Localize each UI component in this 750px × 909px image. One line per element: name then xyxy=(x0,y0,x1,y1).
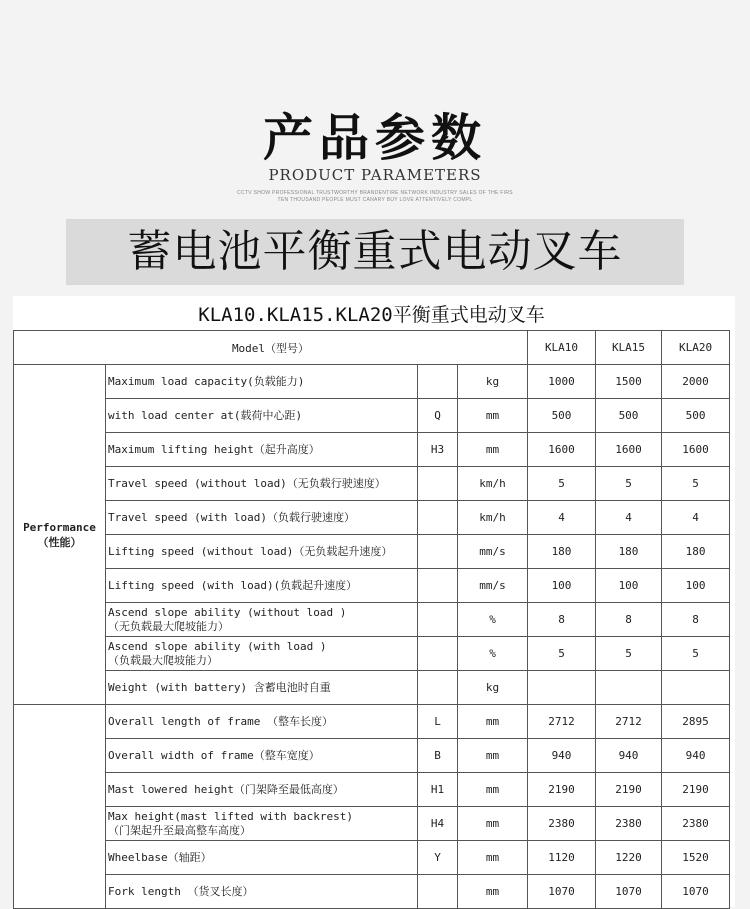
spec-table xyxy=(13,296,730,909)
value-kla10: 4 xyxy=(528,501,596,535)
row-symbol: H3 xyxy=(418,433,458,467)
row-unit: kg xyxy=(458,365,528,399)
description-line: Fork length （货叉长度） xyxy=(108,884,254,898)
value-kla15: 940 xyxy=(596,739,662,773)
row-symbol xyxy=(418,467,458,501)
value-kla20 xyxy=(662,671,730,705)
value-kla15: 100 xyxy=(596,569,662,603)
row-unit: mm xyxy=(458,433,528,467)
value-kla10: 100 xyxy=(528,569,596,603)
table-row xyxy=(14,875,730,909)
description-line-cn: （无负载最大爬坡能力） xyxy=(108,619,229,633)
value-kla15: 1500 xyxy=(596,365,662,399)
group-label-cn: （性能） xyxy=(37,535,82,549)
row-description xyxy=(106,807,418,841)
value-kla20: 2895 xyxy=(662,705,730,739)
row-symbol xyxy=(418,365,458,399)
row-description xyxy=(106,399,418,433)
value-kla15: 5 xyxy=(596,637,662,671)
value-kla20: 940 xyxy=(662,739,730,773)
row-symbol xyxy=(418,671,458,705)
row-description xyxy=(106,467,418,501)
row-unit: mm xyxy=(458,705,528,739)
table-row xyxy=(14,433,730,467)
table-header-row xyxy=(14,331,730,365)
page-title: 产品参数 xyxy=(263,109,487,167)
value-kla20: 5 xyxy=(662,637,730,671)
table-row xyxy=(14,467,730,501)
table-row xyxy=(14,603,730,637)
value-kla10: 2190 xyxy=(528,773,596,807)
value-kla15: 500 xyxy=(596,399,662,433)
value-kla10: 5 xyxy=(528,467,596,501)
banner-text: 蓄电池平衡重式电动叉车 xyxy=(127,226,623,277)
table-row xyxy=(14,569,730,603)
description-line: Mast lowered height（门架降至最低高度） xyxy=(108,782,344,796)
row-description xyxy=(106,603,418,637)
row-description xyxy=(106,841,418,875)
value-kla15: 1220 xyxy=(596,841,662,875)
value-kla20: 4 xyxy=(662,501,730,535)
value-kla15: 1600 xyxy=(596,433,662,467)
table-row xyxy=(14,399,730,433)
value-kla20: 2190 xyxy=(662,773,730,807)
table-row xyxy=(14,705,730,739)
table-row xyxy=(14,807,730,841)
row-unit: mm/s xyxy=(458,569,528,603)
row-symbol xyxy=(418,501,458,535)
model-header: KLA10 xyxy=(528,331,596,365)
description-line: with load center at(载荷中心距) xyxy=(108,408,303,422)
row-symbol: H4 xyxy=(418,807,458,841)
table-row xyxy=(14,671,730,705)
value-kla20: 1600 xyxy=(662,433,730,467)
row-symbol: Q xyxy=(418,399,458,433)
description-line: Travel speed (with load)（负载行驶速度） xyxy=(108,510,355,524)
row-unit: % xyxy=(458,637,528,671)
value-kla20: 1520 xyxy=(662,841,730,875)
description-line: Weight (with battery) 含蓄电池时自重 xyxy=(108,680,331,694)
value-kla15: 180 xyxy=(596,535,662,569)
description-line: Ascend slope ability (without load ) xyxy=(108,605,347,619)
description-line: Max height(mast lifted with backrest) xyxy=(108,809,354,823)
description-line: Wheelbase（轴距） xyxy=(108,850,212,864)
value-kla10: 1070 xyxy=(528,875,596,909)
row-symbol: Y xyxy=(418,841,458,875)
row-symbol xyxy=(418,535,458,569)
group-performance xyxy=(14,365,106,705)
value-kla15: 4 xyxy=(596,501,662,535)
group-label-en: Performance xyxy=(23,520,96,534)
table-row xyxy=(14,637,730,671)
value-kla20: 2380 xyxy=(662,807,730,841)
row-unit: mm/s xyxy=(458,535,528,569)
row-unit: mm xyxy=(458,875,528,909)
row-symbol xyxy=(418,603,458,637)
row-unit: kg xyxy=(458,671,528,705)
value-kla10: 180 xyxy=(528,535,596,569)
table-row xyxy=(14,365,730,399)
value-kla10: 1000 xyxy=(528,365,596,399)
value-kla15 xyxy=(596,671,662,705)
row-symbol xyxy=(418,875,458,909)
value-kla20: 100 xyxy=(662,569,730,603)
description-line: Maximum lifting height（起升高度） xyxy=(108,442,320,456)
value-kla10: 5 xyxy=(528,637,596,671)
model-header: KLA15 xyxy=(596,331,662,365)
value-kla10: 940 xyxy=(528,739,596,773)
row-unit: mm xyxy=(458,739,528,773)
model-label: Model（型号） xyxy=(14,331,528,365)
group-dimensions xyxy=(14,705,106,909)
model-header: KLA20 xyxy=(662,331,730,365)
row-description xyxy=(106,501,418,535)
value-kla10: 2380 xyxy=(528,807,596,841)
row-unit: km/h xyxy=(458,467,528,501)
row-unit: km/h xyxy=(458,501,528,535)
value-kla15: 1070 xyxy=(596,875,662,909)
table-caption: KLA10.KLA15.KLA20平衡重式电动叉车 xyxy=(14,296,730,331)
value-kla20: 2000 xyxy=(662,365,730,399)
description-line: Overall length of frame （整车长度） xyxy=(108,714,333,728)
row-description xyxy=(106,365,418,399)
row-unit: mm xyxy=(458,773,528,807)
fine-print-line-2: TEN THOUSAND PEOPLE MUST CANARY BUY LOVE ATTENTIVELY COMPL xyxy=(277,197,473,203)
value-kla20: 5 xyxy=(662,467,730,501)
value-kla20: 8 xyxy=(662,603,730,637)
row-description xyxy=(106,705,418,739)
description-line: Maximum load capacity(负载能力) xyxy=(108,374,305,388)
row-symbol: H1 xyxy=(418,773,458,807)
row-description xyxy=(106,773,418,807)
row-symbol: L xyxy=(418,705,458,739)
value-kla15: 2190 xyxy=(596,773,662,807)
value-kla10 xyxy=(528,671,596,705)
row-description xyxy=(106,875,418,909)
value-kla20: 500 xyxy=(662,399,730,433)
value-kla10: 1600 xyxy=(528,433,596,467)
fine-print-line-1: CCTV SHOW PROFESSIONAL TRUSTWORTHY BRANDENTIRE NETWORK INDUSTRY SALES OF THE FIRS xyxy=(237,190,513,196)
table-row xyxy=(14,535,730,569)
row-symbol: B xyxy=(418,739,458,773)
product-banner xyxy=(66,219,684,285)
row-symbol xyxy=(418,637,458,671)
row-description xyxy=(106,671,418,705)
description-line: Lifting speed (without load)（无负载起升速度） xyxy=(108,544,393,558)
value-kla20: 180 xyxy=(662,535,730,569)
row-description xyxy=(106,535,418,569)
value-kla15: 2712 xyxy=(596,705,662,739)
description-line: Lifting speed (with load)(负载起升速度） xyxy=(108,578,358,592)
value-kla20: 1070 xyxy=(662,875,730,909)
table-row xyxy=(14,501,730,535)
value-kla15: 5 xyxy=(596,467,662,501)
description-line-cn: （门架起升至最高整车高度） xyxy=(108,823,251,837)
value-kla10: 2712 xyxy=(528,705,596,739)
value-kla15: 8 xyxy=(596,603,662,637)
row-description xyxy=(106,739,418,773)
row-description xyxy=(106,569,418,603)
value-kla10: 8 xyxy=(528,603,596,637)
description-line: Ascend slope ability (with load ) xyxy=(108,639,327,653)
value-kla10: 500 xyxy=(528,399,596,433)
description-line: Overall width of frame（整车宽度） xyxy=(108,748,320,762)
table-row xyxy=(14,773,730,807)
row-unit: mm xyxy=(458,807,528,841)
row-unit: mm xyxy=(458,841,528,875)
description-line: Travel speed (without load)（无负载行驶速度） xyxy=(108,476,386,490)
row-symbol xyxy=(418,569,458,603)
table-row xyxy=(14,739,730,773)
value-kla10: 1120 xyxy=(528,841,596,875)
description-line-cn: （负载最大爬坡能力） xyxy=(108,653,218,667)
row-unit: % xyxy=(458,603,528,637)
row-description xyxy=(106,637,418,671)
value-kla15: 2380 xyxy=(596,807,662,841)
row-unit: mm xyxy=(458,399,528,433)
table-row xyxy=(14,841,730,875)
row-description xyxy=(106,433,418,467)
page-subtitle: PRODUCT PARAMETERS xyxy=(268,166,482,184)
